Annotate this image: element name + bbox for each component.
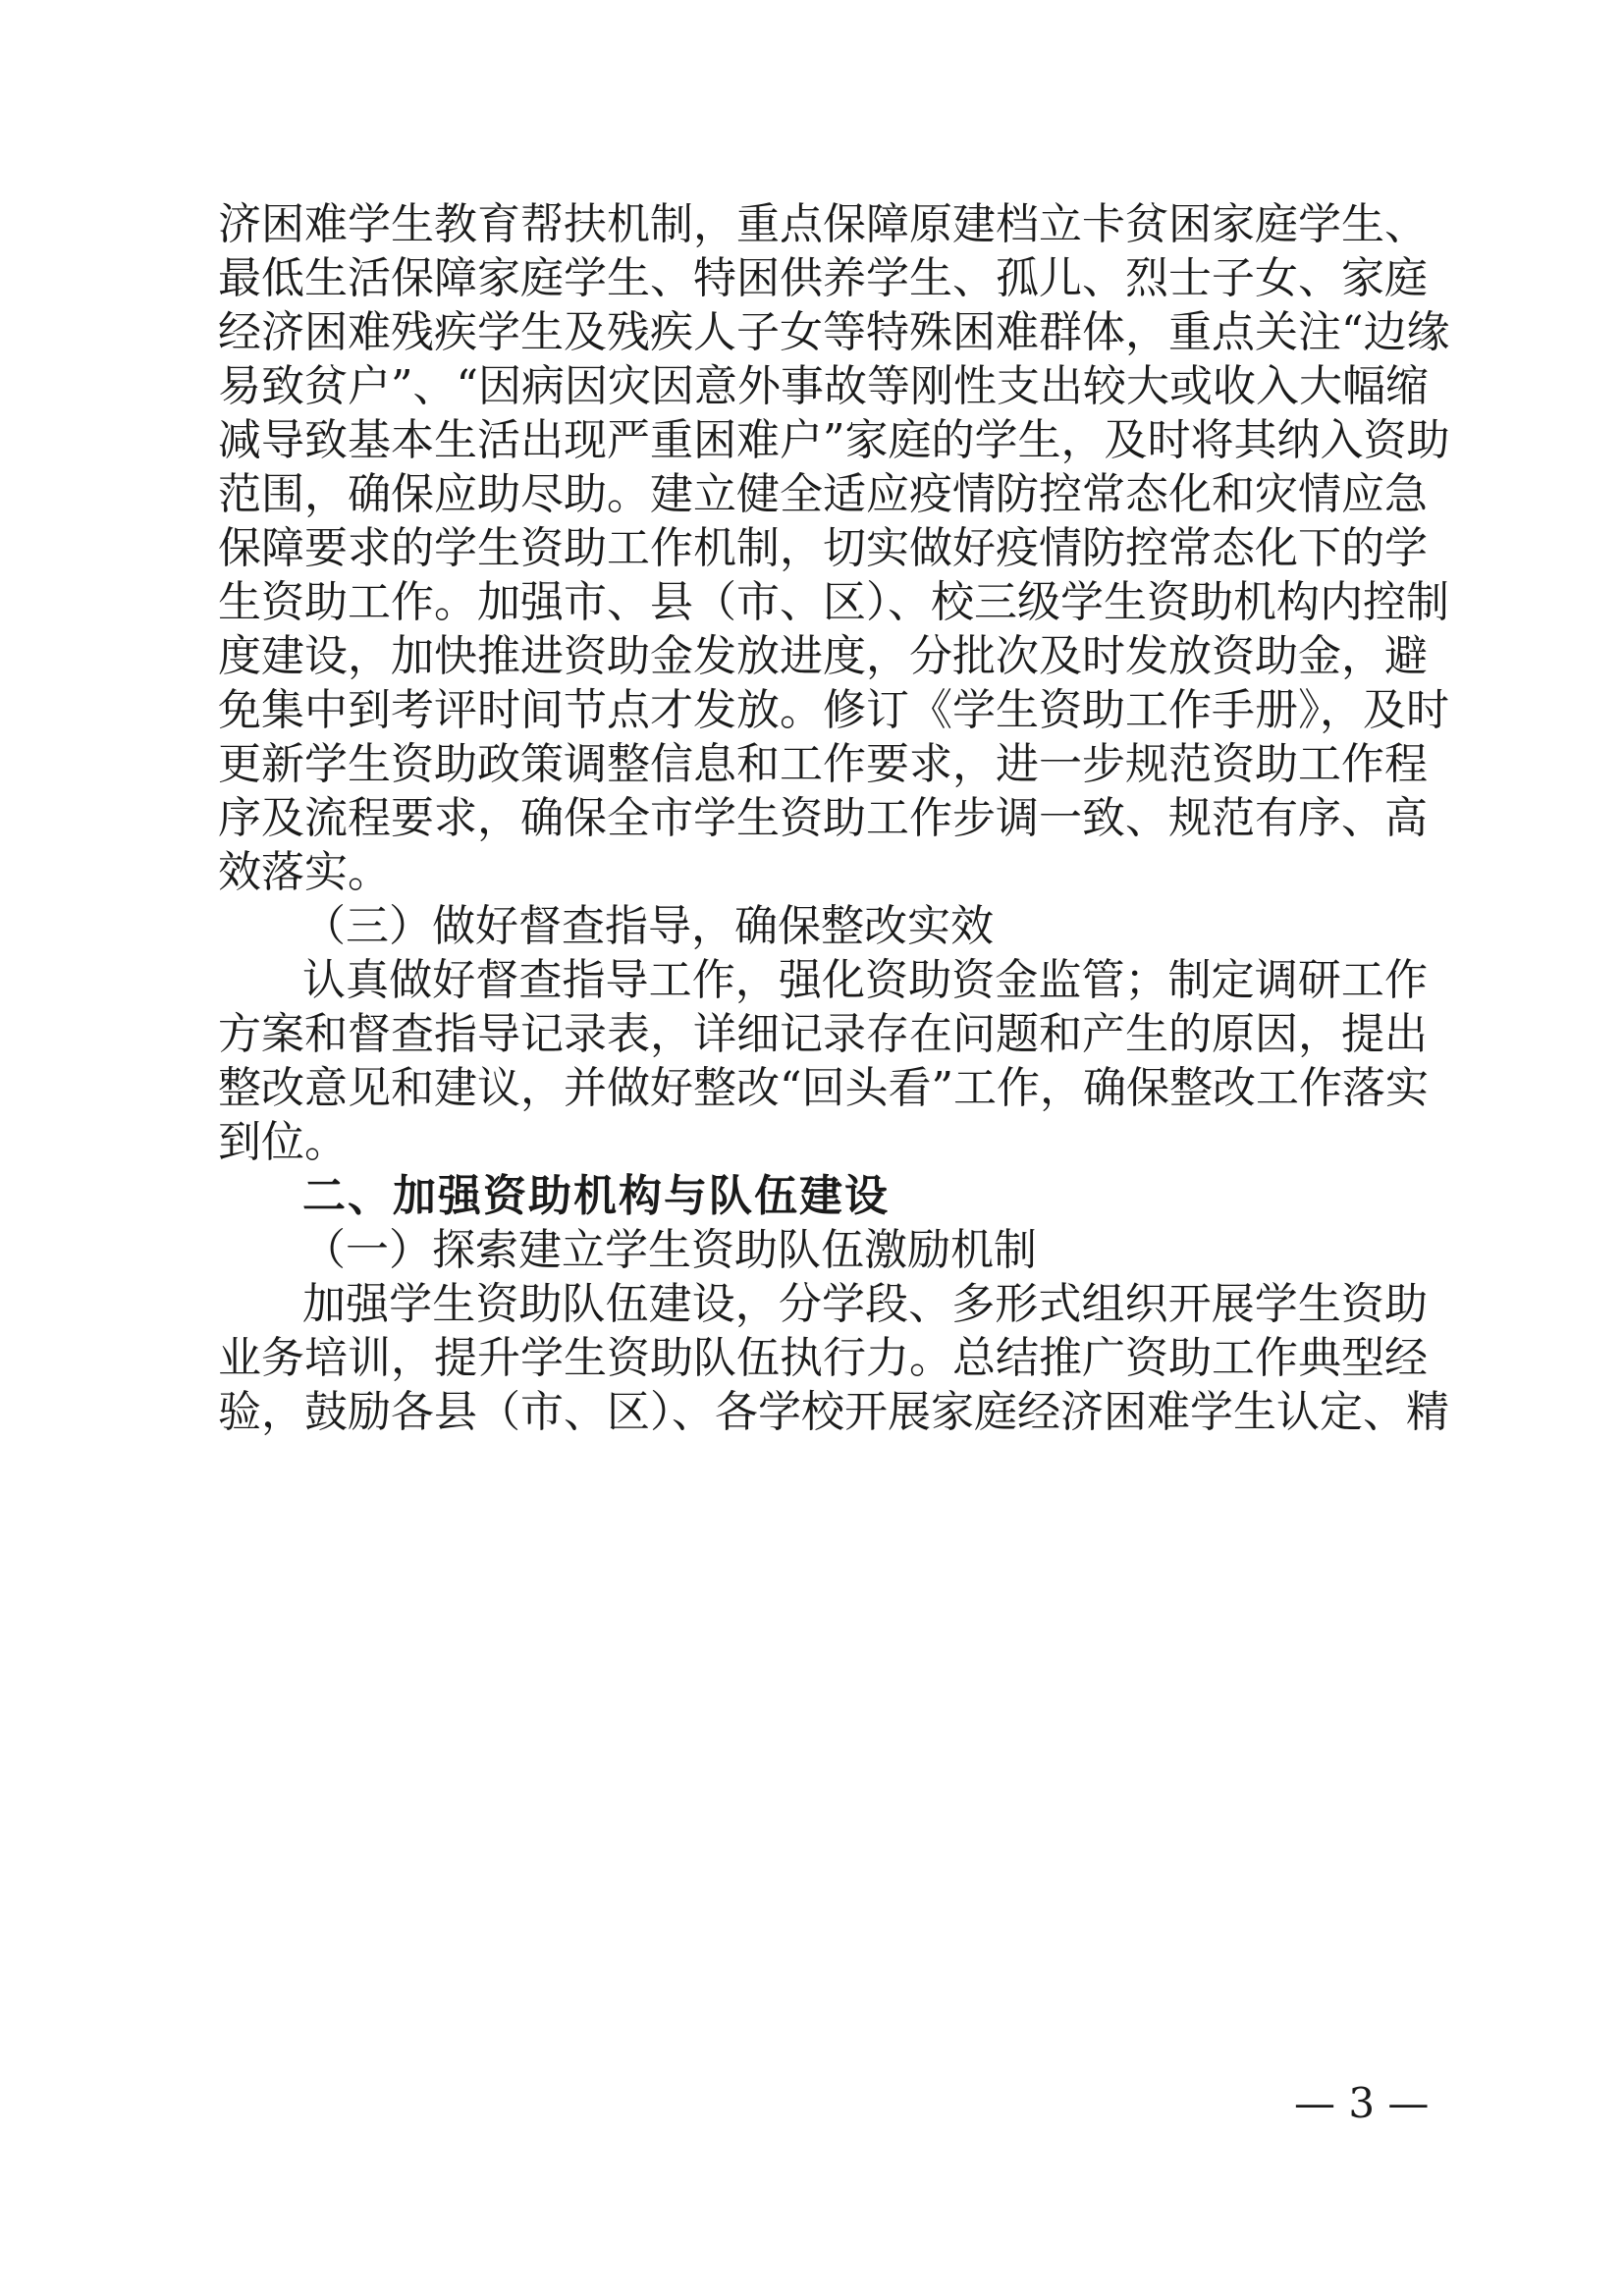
body-text-line: 度建设，加快推进资助金发放进度，分批次及时发放资助金，避 [218,631,1428,681]
body-text-line: 方案和督查指导记录表，详细记录存在问题和产生的原因，提出 [218,1009,1428,1059]
body-text-line: 业务培训，提升学生资助队伍执行力。总结推广资助工作典型经 [218,1333,1428,1383]
body-text-line: 保障要求的学生资助工作机制，切实做好疫情防控常态化下的学 [218,523,1428,573]
section-subheading: （一）探索建立学生资助队伍激励机制 [302,1225,1037,1275]
body-text-line: 到位。 [218,1117,348,1167]
body-text-line: 减导致基本生活出现严重困难户”家庭的学生，及时将其纳入资助 [218,415,1450,465]
section-heading: 二、加强资助机构与队伍建设 [302,1171,890,1221]
body-text-line: 最低生活保障家庭学生、特困供养学生、孤儿、烈士子女、家庭 [218,253,1428,303]
body-text-line: 验，鼓励各县（市、区）、各学校开展家庭经济困难学生认定、精 [218,1387,1449,1437]
body-text-line: 范围，确保应助尽助。建立健全适应疫情防控常态化和灾情应急 [218,469,1428,519]
section-subheading: （三）做好督查指导，确保整改实效 [302,901,994,951]
body-text-line: 免集中到考评时间节点才发放。修订《学生资助工作手册》，及时 [218,685,1449,735]
body-text-line: 加强学生资助队伍建设，分学段、多形式组织开展学生资助 [302,1279,1428,1329]
body-text-line: 认真做好督查指导工作，强化资助资金监管；制定调研工作 [302,955,1428,1005]
body-text-line: 经济困难残疾学生及残疾人子女等特殊困难群体，重点关注“边缘 [218,307,1450,357]
body-text-line: 序及流程要求，确保全市学生资助工作步调一致、规范有序、高 [218,793,1428,843]
body-text-line: 生资助工作。加强市、县（市、区）、校三级学生资助机构内控制 [218,577,1449,627]
body-text-line: 济困难学生教育帮扶机制，重点保障原建档立卡贫困家庭学生、 [218,199,1428,249]
body-text-line: 易致贫户”、“因病因灾因意外事故等刚性支出较大或收入大幅缩 [218,361,1429,411]
body-text-line: 整改意见和建议，并做好整改“回头看”工作，确保整改工作落实 [218,1063,1429,1113]
body-text-line: 效落实。 [218,847,391,897]
body-text-line: 更新学生资助政策调整信息和工作要求，进一步规范资助工作程 [218,739,1428,789]
page-number: — 3 — [1294,2079,1430,2127]
